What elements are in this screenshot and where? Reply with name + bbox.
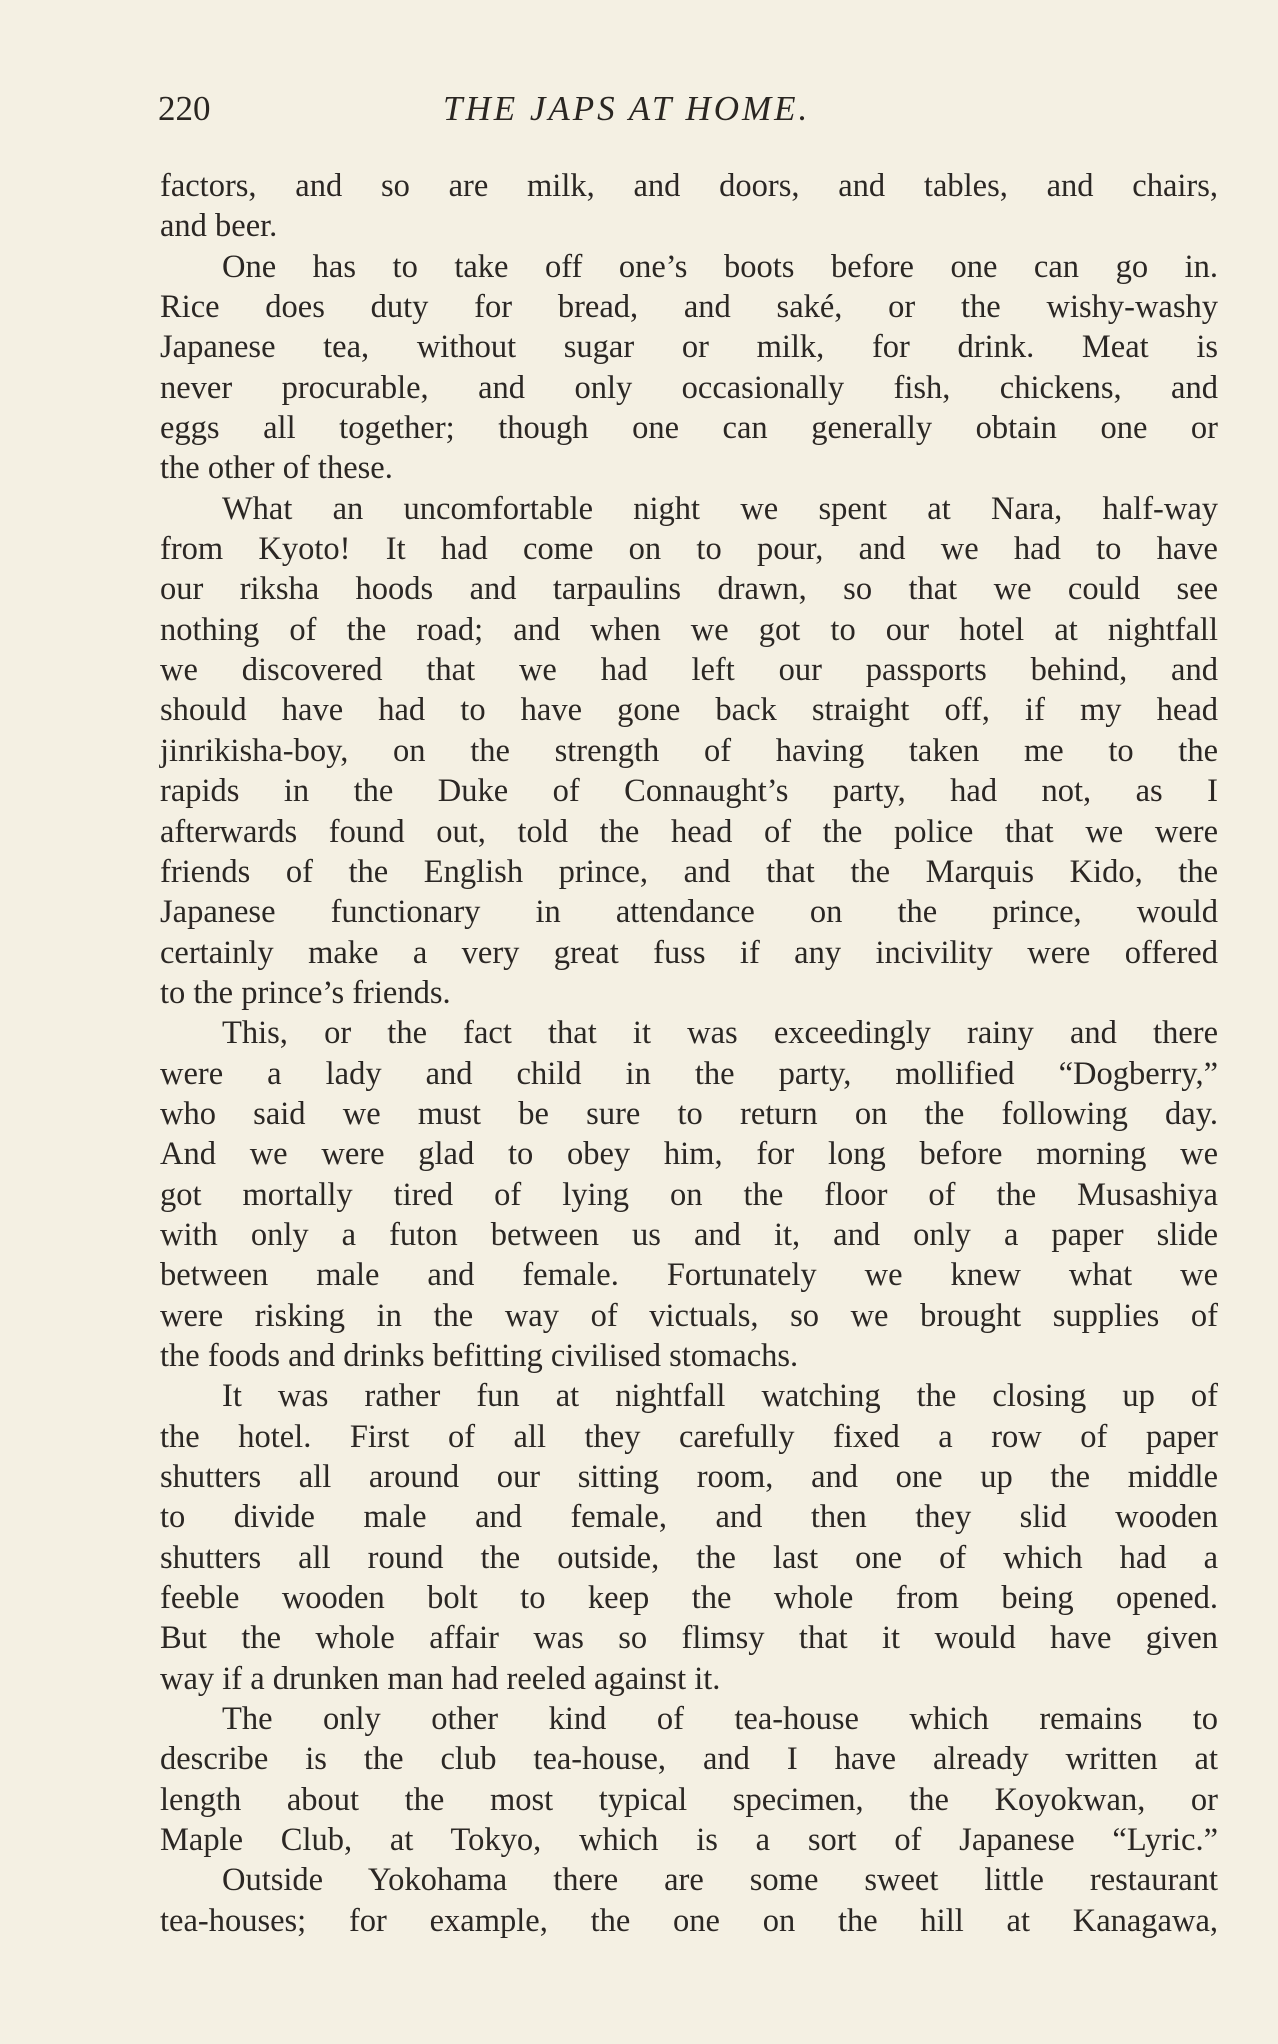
text-line: Japanese functionary in attendance on the prince, would [160, 894, 1218, 931]
text-line: between male and female. Fortunately we knew what we [160, 1257, 1218, 1294]
text-line: the foods and drinks befitting civilised stomachs. [160, 1337, 799, 1374]
text-line: The only other kind of tea-house which remains to [222, 1701, 1218, 1738]
text-line: the other of these. [160, 450, 393, 487]
text-line: shutters all round the outside, the last one of which had a [160, 1539, 1218, 1576]
page-number: 220 [158, 89, 211, 128]
text-line: This, or the fact that it was exceedingly rainy and there [222, 1015, 1218, 1052]
running-head: THE JAPS AT HOME. [443, 89, 811, 128]
text-line: we discovered that we had left our passports behind, and [160, 652, 1218, 689]
text-line: who said we must be sure to return on the following day. [160, 1095, 1218, 1132]
text-line: feeble wooden bolt to keep the whole from being opened. [160, 1580, 1218, 1617]
text-line: nothing of the road; and when we got to our hotel at nightfall [160, 611, 1218, 648]
text-line: should have had to have gone back straight off, if my head [160, 692, 1218, 729]
text-line: way if a drunken man had reeled against it. [160, 1660, 721, 1697]
text-line: got mortally tired of lying on the floor of the Musashiya [160, 1176, 1218, 1213]
text-line: eggs all together; though one can generally obtain one or [160, 410, 1218, 447]
text-line: to the prince’s friends. [160, 974, 451, 1011]
text-line: Japanese tea, without sugar or milk, for drink. Meat is [160, 329, 1218, 366]
text-line: And we were glad to obey him, for long before morning we [160, 1136, 1218, 1173]
text-line: certainly make a very great fuss if any incivility were offered [160, 934, 1218, 971]
text-line: afterwards found out, told the head of the police that we were [160, 813, 1218, 850]
text-line: It was rather fun at nightfall watching the closing up of [222, 1378, 1218, 1415]
text-line: Outside Yokohama there are some sweet little restaurant [222, 1862, 1218, 1899]
text-line: describe is the club tea-house, and I have already written at [160, 1741, 1218, 1778]
text-line: Rice does duty for bread, and saké, or the wishy-washy [160, 289, 1218, 326]
text-line: What an uncomfortable night we spent at Nara, half-way [222, 490, 1218, 527]
text-line: with only a futon between us and it, and only a paper slide [160, 1216, 1218, 1253]
text-line: But the whole affair was so flimsy that it would have given [160, 1620, 1218, 1657]
text-line: jinrikisha-boy, on the strength of having taken me to the [160, 732, 1218, 769]
text-line: One has to take off one’s boots before one can go in. [222, 248, 1218, 285]
text-line: factors, and so are milk, and doors, and tables, and chairs, [160, 168, 1218, 204]
text-line: and beer. [160, 208, 278, 245]
text-line: tea-houses; for example, the one on the hill at Kanagawa, [160, 1902, 1218, 1939]
text-line: Maple Club, at Tokyo, which is a sort of Japanese “Lyric.” [160, 1822, 1218, 1859]
text-line: were a lady and child in the party, mollified “Dogberry,” [160, 1055, 1218, 1092]
text-line: the hotel. First of all they carefully fixed a row of paper [160, 1418, 1218, 1455]
text-line: shutters all around our sitting room, and one up the middle [160, 1459, 1218, 1495]
text-line: to divide male and female, and then they slid wooden [160, 1499, 1218, 1536]
text-line: were risking in the way of victuals, so we brought supplies of [160, 1297, 1218, 1334]
text-line: friends of the English prince, and that the Marquis Kido, the [160, 853, 1218, 890]
page-header [158, 84, 1221, 134]
body-text [160, 166, 1218, 1941]
text-line: never procurable, and only occasionally fish, chickens, and [160, 369, 1218, 406]
text-line: from Kyoto! It had come on to pour, and we had to have [160, 531, 1218, 568]
text-line: length about the most typical specimen, the Koyokwan, or [160, 1781, 1218, 1818]
text-line: our riksha hoods and tarpaulins drawn, so that we could see [160, 571, 1218, 608]
text-line: rapids in the Duke of Connaught’s party, had not, as I [160, 773, 1218, 810]
